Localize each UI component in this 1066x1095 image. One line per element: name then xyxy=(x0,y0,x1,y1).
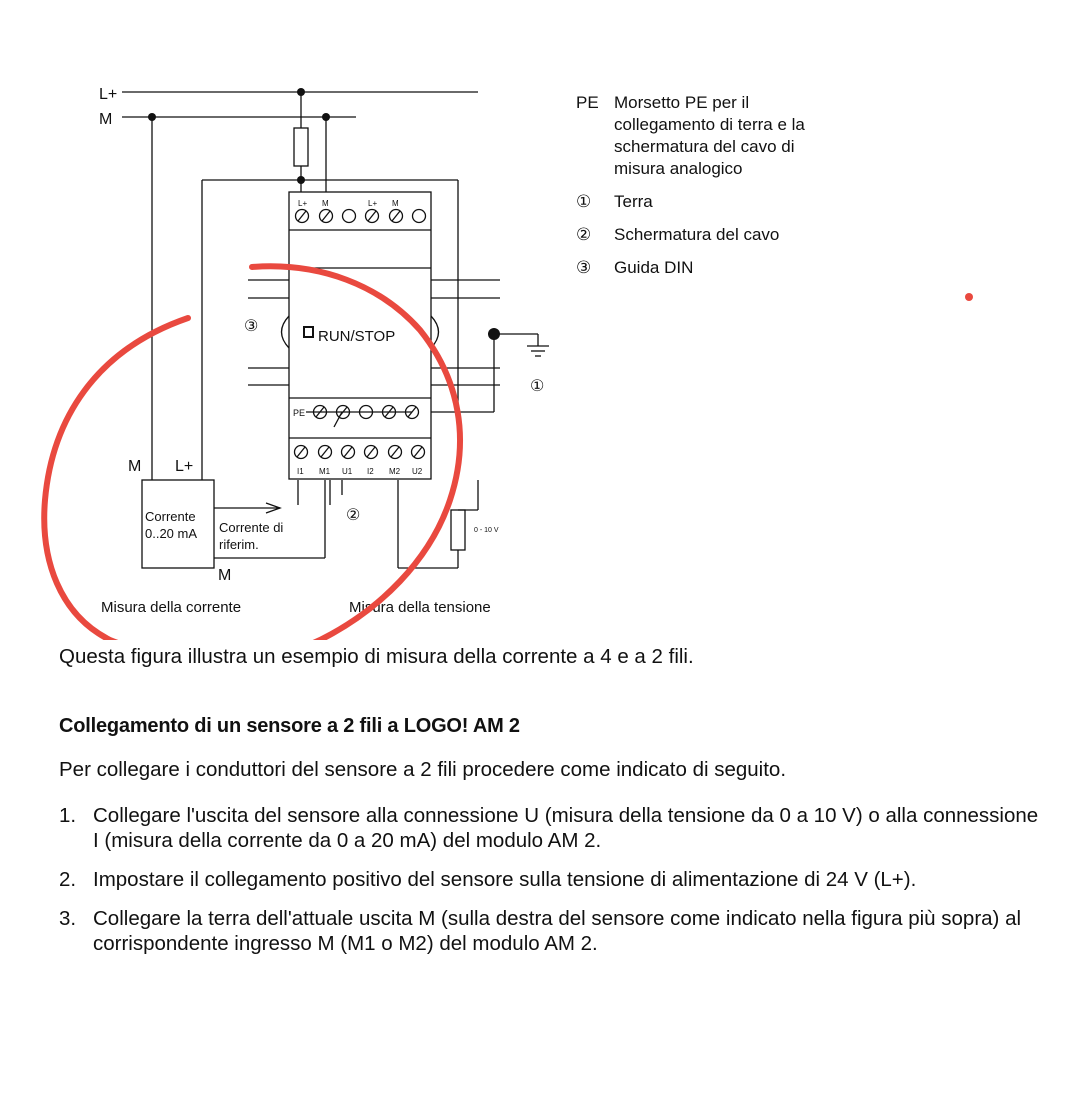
current-box-line1: Corrente xyxy=(145,509,196,524)
label-current-measurement: Misura della corrente xyxy=(101,599,242,616)
reference-m-label: M xyxy=(218,567,232,584)
legend-key: ③ xyxy=(576,258,592,277)
legend-pe-desc-line: misura analogico xyxy=(614,159,743,178)
run-stop-label: RUN/STOP xyxy=(318,328,396,345)
callout-3: ③ xyxy=(244,318,259,335)
red-annotation-dot xyxy=(965,293,973,301)
voltage-range-label: 0 - 10 V xyxy=(474,527,499,534)
legend-item xyxy=(576,224,849,246)
callout-2: ② xyxy=(346,507,361,524)
legend-key: ② xyxy=(576,225,592,244)
step-item xyxy=(59,803,1049,853)
top-terminal-label: M xyxy=(392,199,399,208)
step-item xyxy=(59,906,1049,956)
callout-1: ① xyxy=(530,378,545,395)
current-box-line2: 0..20 mA xyxy=(145,526,198,541)
steps-list xyxy=(59,803,1049,970)
legend-item xyxy=(576,191,849,213)
pe-terminal-label: PE xyxy=(293,408,306,418)
legend-text: Terra xyxy=(614,192,653,211)
step-text: Impostare il collegamento positivo del sensore sulla tensione di alimentazione di 24 V (L+). xyxy=(93,868,917,891)
legend-pe-row xyxy=(576,92,849,180)
reference-line2: riferim. xyxy=(219,537,259,552)
wire-label-l-plus: L+ xyxy=(175,458,194,475)
top-terminal-label: M xyxy=(322,199,329,208)
step-text: Collegare la terra dell'attuale uscita M (sulla destra del sensore come indicato nella figura più sopra) al corrispondente ingresso M (M1 o M2) del modulo AM 2. xyxy=(93,907,1022,955)
rail-label-m: M xyxy=(99,111,113,128)
step-number: 1. xyxy=(59,804,77,827)
bottom-terminal-label: U2 xyxy=(412,467,423,476)
bottom-terminal-label: I2 xyxy=(367,467,374,476)
legend-text: Guida DIN xyxy=(614,258,694,277)
step-text: Collegare l'uscita del sensore alla connessione U (misura della tensione da 0 a 10 V) o alla connessione I (misura della corrente da 0 a 20 mA) del modulo AM 2. xyxy=(93,804,1039,852)
top-terminal-label: L+ xyxy=(298,199,308,208)
bottom-terminal-label: M2 xyxy=(389,467,401,476)
legend-key: ① xyxy=(576,192,592,211)
diagram-legend xyxy=(576,92,849,279)
step-item xyxy=(59,867,1049,892)
label-voltage-measurement: Misura della tensione xyxy=(349,599,491,616)
bottom-terminal-label: U1 xyxy=(342,467,353,476)
top-terminal-label: L+ xyxy=(368,199,378,208)
reference-line1: Corrente di xyxy=(219,520,284,535)
legend-key: PE xyxy=(576,93,599,112)
legend-item xyxy=(576,257,849,279)
legend-pe-desc-line: Morsetto PE per il xyxy=(614,93,750,112)
wire-label-m: M xyxy=(128,458,142,475)
rail-label-l-plus: L+ xyxy=(99,86,118,103)
legend-text: Schermatura del cavo xyxy=(614,225,780,244)
section-title: Collegamento di un sensore a 2 fili a LOGO! AM 2 xyxy=(59,715,520,737)
bottom-terminal-label: I1 xyxy=(297,467,304,476)
bottom-terminal-label: M1 xyxy=(319,467,331,476)
legend-pe-desc-line: schermatura del cavo di xyxy=(614,137,795,156)
intro-paragraph: Per collegare i conduttori del sensore a 2 fili procedere come indicato di seguito. xyxy=(59,758,787,781)
legend-pe-desc-line: collegamento di terra e la xyxy=(614,115,805,134)
figure-caption: Questa figura illustra un esempio di misura della corrente a 4 e a 2 fili. xyxy=(59,645,694,668)
step-number: 3. xyxy=(59,907,77,930)
step-number: 2. xyxy=(59,868,77,891)
